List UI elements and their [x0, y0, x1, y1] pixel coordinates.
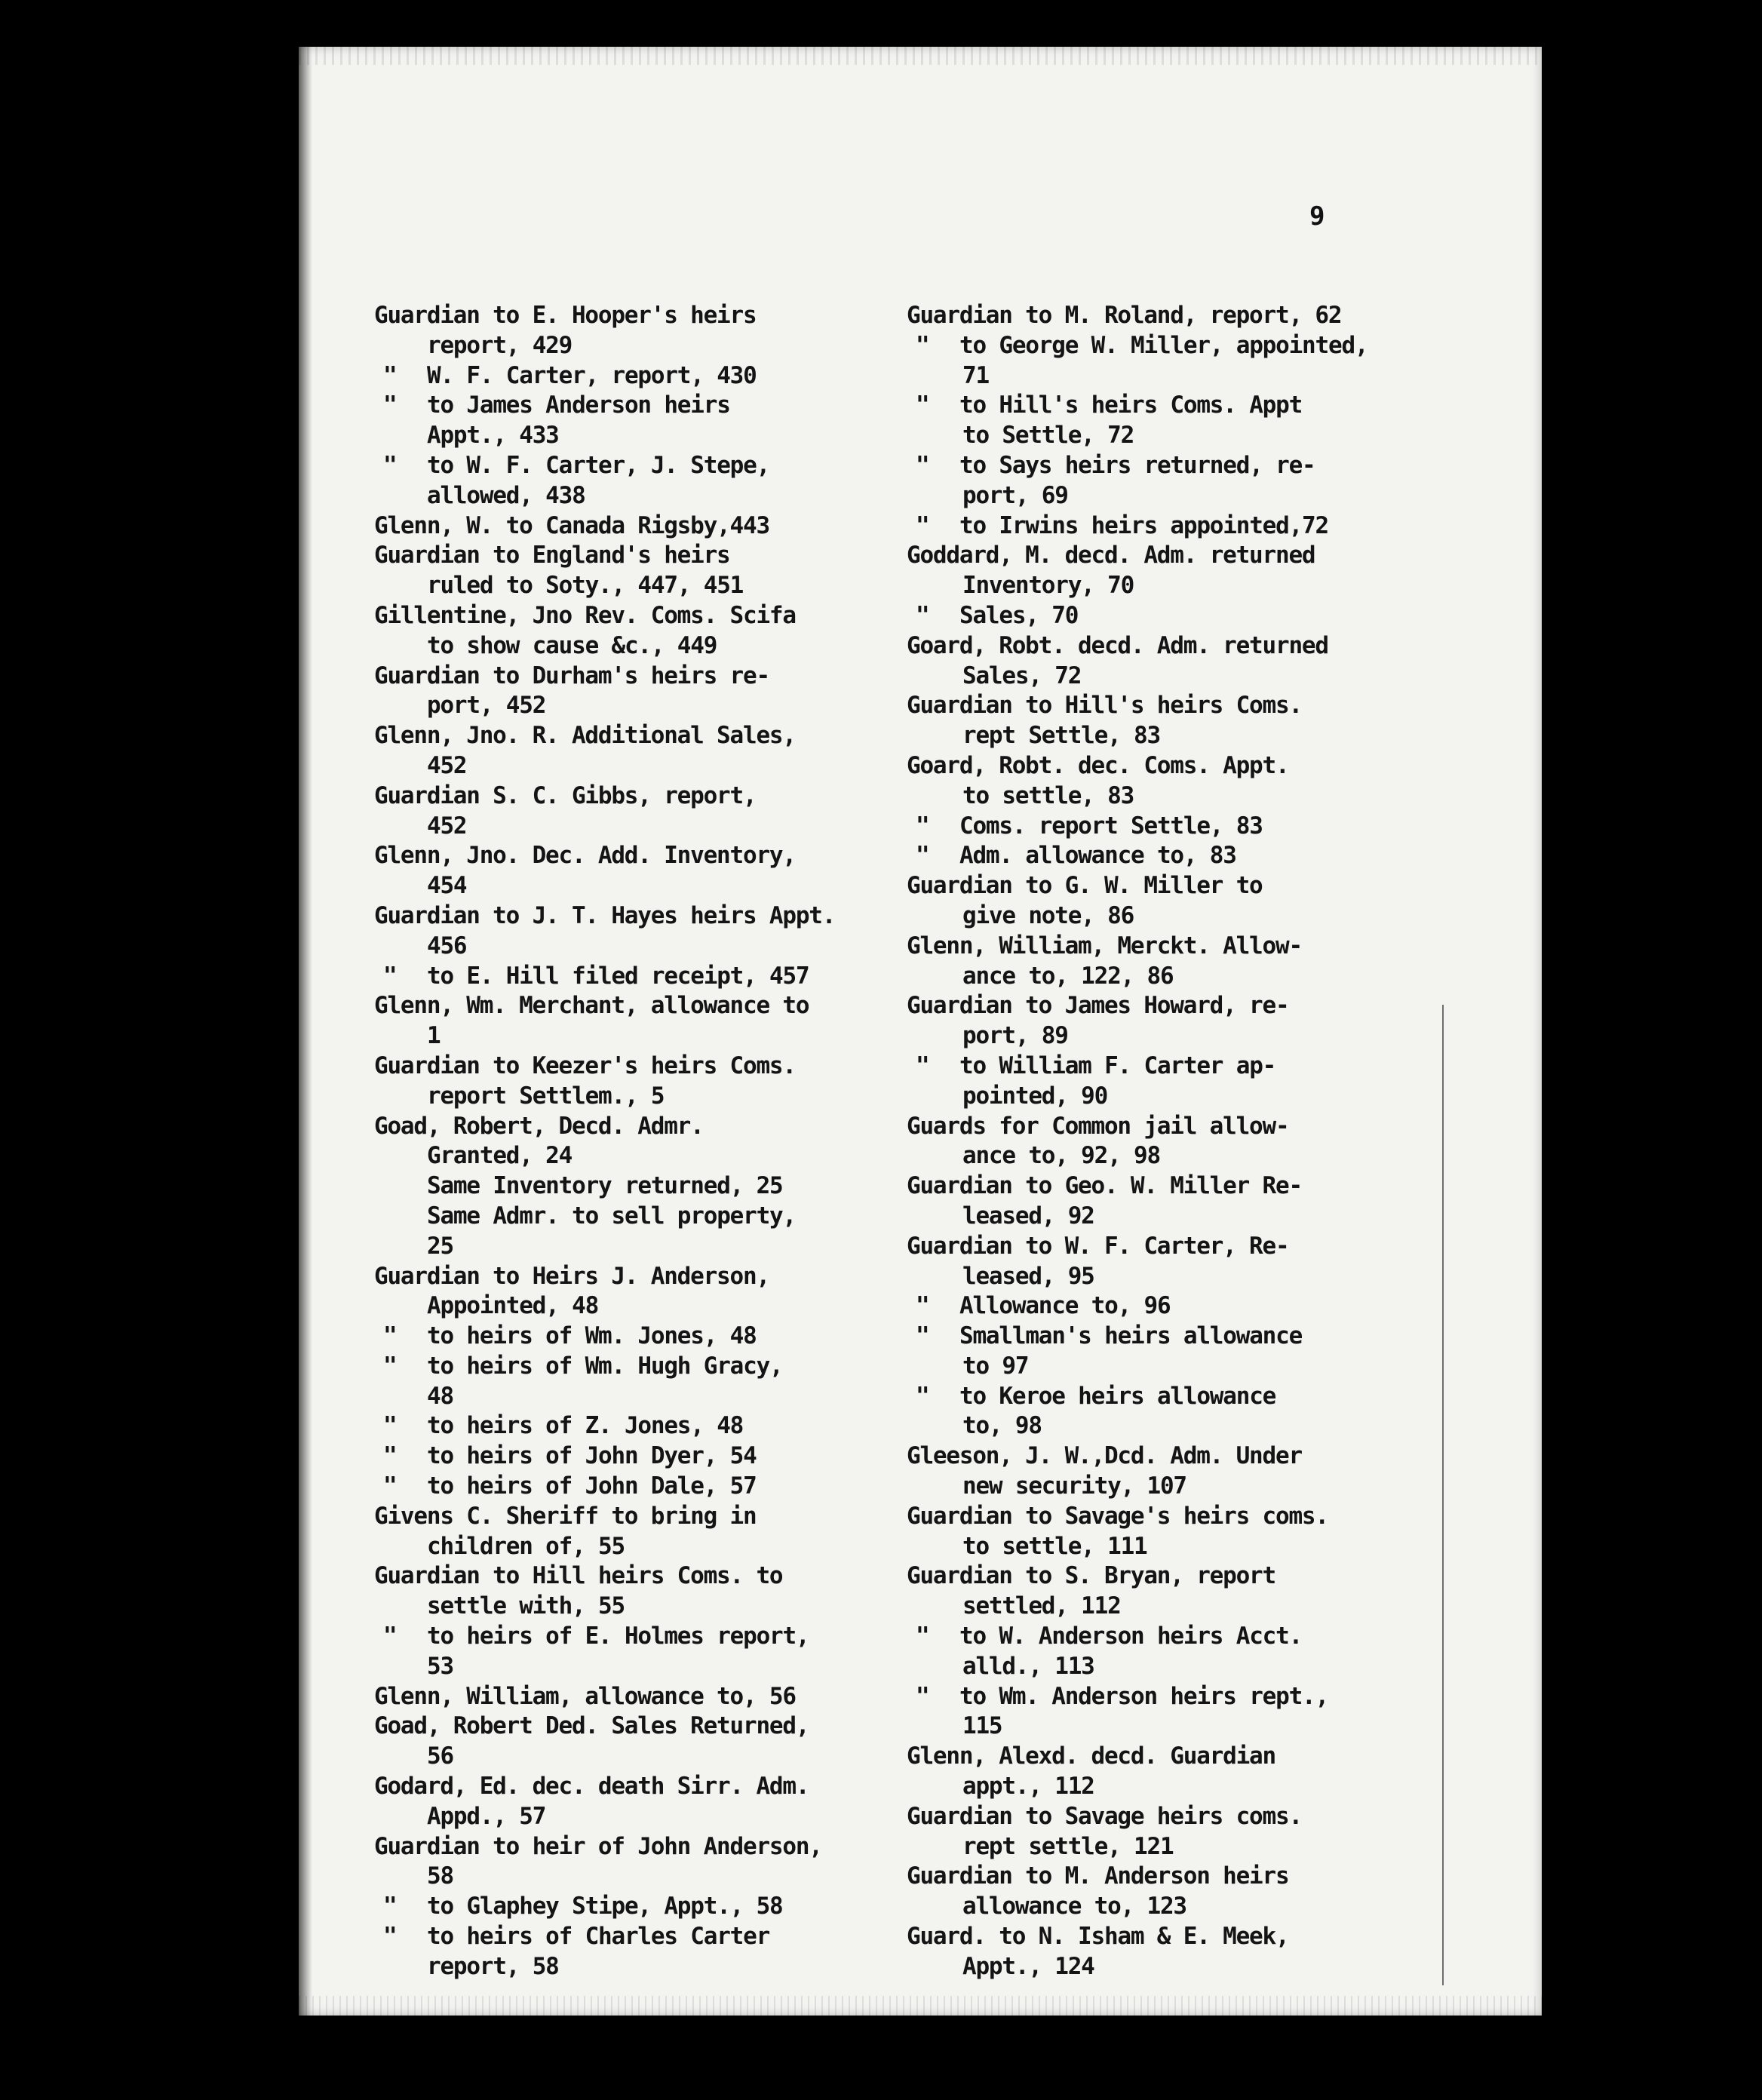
index-entry-text: to George W. Miller, appointed,: [959, 331, 1368, 359]
page-edge-left: [299, 47, 312, 2016]
index-entry-text: Guardian to heir of John Anderson,: [374, 1832, 822, 1860]
index-entry-text: new security, 107: [962, 1472, 1186, 1500]
index-entry-line: [907, 841, 1480, 871]
index-entry-line: [907, 1112, 1480, 1142]
index-entry-text: to heirs of John Dale, 57: [427, 1472, 757, 1500]
ditto-mark: ": [383, 451, 397, 479]
document-page: [299, 47, 1542, 2016]
index-entry-text: to settle, 83: [962, 781, 1134, 809]
index-entry-text: to Says heirs returned, re-: [959, 451, 1315, 479]
index-entry-line: [374, 301, 947, 331]
index-entry-text: pointed, 90: [962, 1082, 1108, 1110]
index-entry-line: [374, 871, 947, 901]
index-entry-line: [374, 1742, 947, 1772]
index-entry-text: Goddard, M. decd. Adm. returned: [907, 542, 1315, 570]
index-entry-line: [374, 1772, 947, 1802]
index-entry-line: [907, 991, 1480, 1021]
index-entry-text: Guardian S. C. Gibbs, report,: [374, 781, 757, 809]
index-entry-text: Gleeson, J. W.,Dcd. Adm. Under: [907, 1442, 1302, 1470]
index-entry-text: report, 429: [427, 331, 572, 359]
index-entry-line: [374, 1862, 947, 1892]
index-entry-line: [907, 871, 1480, 901]
index-entry-text: Guardian to England's heirs: [374, 542, 730, 570]
index-entry-line: [907, 1561, 1480, 1592]
index-entry-line: [907, 1652, 1480, 1682]
index-entry-line: [374, 841, 947, 871]
ditto-mark: ": [916, 1052, 929, 1079]
ditto-mark: ": [383, 1923, 397, 1951]
ditto-mark: ": [383, 1412, 397, 1440]
index-entry-line: [374, 1441, 947, 1472]
index-entry-line: [374, 631, 947, 662]
index-entry-line: [907, 1052, 1480, 1082]
index-entry-text: Guardian to Keezer's heirs Coms.: [374, 1052, 796, 1079]
index-entry-line: [907, 541, 1480, 571]
ditto-mark: ": [916, 601, 929, 629]
index-entry-line: [907, 1382, 1480, 1412]
index-entry-text: Guardian to Hill heirs Coms. to: [374, 1562, 783, 1590]
index-entry-text: appt., 112: [962, 1773, 1094, 1801]
index-entry-line: [907, 1772, 1480, 1802]
index-entry-line: [907, 932, 1480, 962]
index-entry-text: to Settle, 72: [962, 422, 1134, 450]
index-entry-line: [374, 1382, 947, 1412]
ditto-mark: ": [383, 1442, 397, 1470]
index-entry-line: [374, 361, 947, 391]
index-entry-text: Same Admr. to sell property,: [427, 1202, 796, 1230]
ditto-mark: ": [916, 451, 929, 479]
index-entry-text: report, 58: [427, 1952, 559, 1980]
index-entry-line: [374, 1622, 947, 1652]
index-entry-line: [374, 781, 947, 812]
ditto-mark: ": [383, 1623, 397, 1650]
index-entry-text: to James Anderson heirs: [427, 391, 730, 419]
index-entry-line: [907, 721, 1480, 751]
index-entry-text: children of, 55: [427, 1532, 625, 1560]
index-entry-text: 53: [427, 1652, 453, 1680]
index-entry-text: 25: [427, 1232, 453, 1260]
index-entry-text: Guardian to S. Bryan, report: [907, 1562, 1275, 1590]
index-entry-text: to heirs of E. Holmes report,: [427, 1623, 809, 1650]
index-column-left: [374, 301, 947, 1982]
index-entry-line: [374, 812, 947, 842]
index-entry-line: [374, 1232, 947, 1262]
index-entry-line: [907, 1502, 1480, 1532]
index-entry-text: to W. F. Carter, J. Stepe,: [427, 451, 770, 479]
index-entry-text: Same Inventory returned, 25: [427, 1172, 783, 1200]
index-entry-text: Goad, Robert, Decd. Admr.: [374, 1112, 704, 1140]
index-entry-line: [374, 962, 947, 992]
index-entry-line: [907, 481, 1480, 511]
index-entry-line: [374, 1561, 947, 1592]
index-entry-line: [374, 1712, 947, 1742]
index-entry-line: [374, 1322, 947, 1352]
index-entry-text: Guardian to James Howard, re-: [907, 992, 1289, 1020]
index-entry-text: Godard, Ed. dec. death Sirr. Adm.: [374, 1773, 809, 1801]
index-entry-text: Gillentine, Jno Rev. Coms. Scifa: [374, 601, 796, 629]
index-entry-text: settle with, 55: [427, 1592, 625, 1620]
index-entry-line: [374, 1532, 947, 1562]
index-entry-text: 58: [427, 1862, 453, 1890]
index-entry-text: to, 98: [962, 1412, 1042, 1440]
index-entry-line: [374, 932, 947, 962]
index-entry-text: Guardian to Durham's heirs re-: [374, 662, 769, 689]
index-entry-line: [374, 511, 947, 542]
ditto-mark: ": [916, 511, 929, 539]
index-entry-line: [374, 1202, 947, 1232]
index-entry-line: [374, 331, 947, 361]
index-entry-line: [907, 812, 1480, 842]
index-entry-text: Appointed, 48: [427, 1292, 599, 1320]
index-entry-text: to settle, 111: [962, 1532, 1147, 1560]
index-entry-line: [907, 1141, 1480, 1171]
index-entry-text: port, 452: [427, 692, 546, 720]
index-entry-text: port, 89: [962, 1022, 1068, 1050]
index-entry-text: give note, 86: [962, 901, 1134, 929]
index-entry-text: 452: [427, 812, 467, 840]
index-entry-text: Coms. report Settle, 83: [959, 812, 1263, 840]
index-entry-text: Glenn, William, allowance to, 56: [374, 1682, 796, 1710]
index-entry-text: Goad, Robert Ded. Sales Returned,: [374, 1712, 809, 1740]
index-entry-text: settled, 112: [962, 1592, 1121, 1620]
index-entry-text: to E. Hill filed receipt, 457: [427, 962, 809, 990]
index-entry-text: to Glaphey Stipe, Appt., 58: [427, 1893, 783, 1920]
index-entry-line: [907, 1232, 1480, 1262]
index-entry-text: Guardian to Savage heirs coms.: [907, 1802, 1302, 1830]
index-entry-text: Glenn, Jno. Dec. Add. Inventory,: [374, 842, 796, 870]
index-entry-text: port, 69: [962, 481, 1068, 509]
index-entry-text: 56: [427, 1742, 453, 1770]
index-entry-line: [374, 1592, 947, 1622]
index-entry-text: Inventory, 70: [962, 572, 1134, 600]
ditto-mark: ": [383, 361, 397, 389]
index-entry-text: to Irwins heirs appointed,72: [959, 511, 1328, 539]
index-entry-line: [907, 631, 1480, 662]
index-entry-text: Appt., 433: [427, 422, 559, 450]
index-entry-text: Glenn, William, Merckt. Allow-: [907, 932, 1302, 959]
index-entry-text: Guardian to J. T. Hayes heirs Appt.: [374, 901, 836, 929]
index-entry-text: Guardian to E. Hooper's heirs: [374, 302, 757, 329]
index-entry-line: [374, 662, 947, 692]
index-entry-line: [374, 1832, 947, 1862]
index-entry-line: [374, 481, 947, 511]
index-entry-line: [374, 541, 947, 571]
ditto-mark: ": [916, 1382, 929, 1410]
index-entry-text: Guard. to N. Isham & E. Meek,: [907, 1923, 1289, 1951]
index-entry-text: Guardian to Heirs J. Anderson,: [374, 1262, 769, 1290]
index-entry-line: [907, 1712, 1480, 1742]
index-entry-line: [374, 1802, 947, 1832]
index-entry-line: [907, 1622, 1480, 1652]
index-entry-line: [374, 601, 947, 631]
index-entry-text: Givens C. Sheriff to bring in: [374, 1502, 757, 1530]
index-entry-line: [374, 691, 947, 721]
index-entry-text: Guardian to Hill's heirs Coms.: [907, 692, 1302, 720]
index-entry-line: [374, 1171, 947, 1202]
index-entry-line: [907, 331, 1480, 361]
index-entry-line: [907, 1411, 1480, 1441]
index-entry-line: [907, 1472, 1480, 1502]
index-entry-line: [907, 451, 1480, 481]
ditto-mark: ": [916, 331, 929, 359]
index-entry-line: [374, 1262, 947, 1292]
index-entry-text: 454: [427, 872, 467, 900]
index-entry-line: [907, 1352, 1480, 1382]
index-entry-text: Guardian to G. W. Miller to: [907, 872, 1263, 900]
ditto-mark: ": [383, 1472, 397, 1500]
index-entry-line: [374, 1892, 947, 1922]
index-entry-text: Glenn, Alexd. decd. Guardian: [907, 1742, 1275, 1770]
index-entry-line: [374, 1652, 947, 1682]
index-entry-line: [907, 962, 1480, 992]
ditto-mark: ": [383, 1893, 397, 1920]
index-entry-text: leased, 95: [962, 1262, 1094, 1290]
index-entry-text: ruled to Soty., 447, 451: [427, 572, 744, 600]
index-entry-line: [374, 1052, 947, 1082]
index-entry-line: [907, 1862, 1480, 1892]
index-entry-line: [374, 1472, 947, 1502]
index-entry-line: [907, 1802, 1480, 1832]
index-entry-line: [907, 391, 1480, 421]
index-entry-line: [907, 1021, 1480, 1052]
index-entry-text: Smallman's heirs allowance: [959, 1322, 1303, 1350]
index-entry-line: [907, 1682, 1480, 1712]
index-entry-text: to W. Anderson heirs Acct.: [959, 1623, 1303, 1650]
index-entry-line: [907, 1291, 1480, 1322]
index-entry-line: [374, 391, 947, 421]
ditto-mark: ": [383, 1352, 397, 1380]
index-entry-text: to heirs of Charles Carter: [427, 1923, 770, 1951]
ditto-mark: ": [916, 842, 929, 870]
index-entry-text: Guardian to Savage's heirs coms.: [907, 1502, 1328, 1530]
index-entry-line: [374, 451, 947, 481]
index-entry-text: rept settle, 121: [962, 1832, 1174, 1860]
index-entry-text: Guardian to M. Roland, report, 62: [907, 302, 1342, 329]
index-entry-text: Adm. allowance to, 83: [959, 842, 1236, 870]
page-edge-bottom: [299, 1996, 1542, 2016]
index-entry-line: [907, 1441, 1480, 1472]
index-entry-line: [907, 1892, 1480, 1922]
index-entry-text: to William F. Carter ap-: [959, 1052, 1276, 1079]
index-entry-line: [374, 1082, 947, 1112]
index-entry-text: Guards for Common jail allow-: [907, 1112, 1289, 1140]
index-entry-line: [374, 991, 947, 1021]
index-entry-line: [907, 571, 1480, 601]
index-entry-text: to show cause &c., 449: [427, 631, 717, 659]
index-entry-text: Guardian to Geo. W. Miller Re-: [907, 1172, 1302, 1200]
index-entry-line: [907, 1832, 1480, 1862]
ditto-mark: ": [916, 1292, 929, 1320]
index-entry-text: 71: [962, 361, 989, 389]
index-entry-line: [374, 1021, 947, 1052]
index-entry-text: ance to, 122, 86: [962, 962, 1174, 990]
index-entry-text: report Settlem., 5: [427, 1082, 665, 1110]
index-entry-line: [374, 721, 947, 751]
index-entry-line: [907, 1262, 1480, 1292]
ditto-mark: ": [916, 1322, 929, 1350]
index-entry-line: [907, 781, 1480, 812]
index-entry-line: [374, 1352, 947, 1382]
index-entry-line: [907, 301, 1480, 331]
index-entry-text: Sales, 70: [959, 601, 1079, 629]
index-entry-text: 456: [427, 932, 467, 959]
index-entry-line: [374, 901, 947, 932]
index-entry-line: [374, 1141, 947, 1171]
index-entry-line: [907, 421, 1480, 451]
index-entry-line: [907, 751, 1480, 781]
index-entry-text: 452: [427, 751, 467, 779]
index-entry-line: [907, 601, 1480, 631]
page-number: 9: [1309, 201, 1325, 232]
index-entry-text: to heirs of Wm. Jones, 48: [427, 1322, 757, 1350]
index-entry-text: Goard, Robt. decd. Adm. returned: [907, 631, 1328, 659]
index-entry-line: [374, 751, 947, 781]
index-entry-line: [907, 1202, 1480, 1232]
ditto-mark: ": [383, 962, 397, 990]
index-entry-text: to 97: [962, 1352, 1029, 1380]
index-entry-text: Granted, 24: [427, 1142, 572, 1170]
index-entry-line: [907, 1082, 1480, 1112]
ditto-mark: ": [916, 812, 929, 840]
index-entry-text: Appd., 57: [427, 1802, 546, 1830]
index-entry-text: Sales, 72: [962, 662, 1082, 689]
index-entry-line: [907, 361, 1480, 391]
index-entry-text: Glenn, Jno. R. Additional Sales,: [374, 722, 796, 750]
index-entry-line: [907, 691, 1480, 721]
index-entry-line: [374, 571, 947, 601]
index-entry-line: [907, 662, 1480, 692]
index-entry-text: 115: [962, 1712, 1002, 1740]
index-entry-text: Goard, Robt. dec. Coms. Appt.: [907, 751, 1289, 779]
index-entry-text: allowance to, 123: [962, 1893, 1186, 1920]
index-entry-text: to Wm. Anderson heirs rept.,: [959, 1682, 1328, 1710]
index-entry-line: [907, 1592, 1480, 1622]
ditto-mark: ": [916, 1682, 929, 1710]
index-entry-line: [907, 1952, 1480, 1982]
index-entry-text: Glenn, Wm. Merchant, allowance to: [374, 992, 809, 1020]
index-entry-text: to Keroe heirs allowance: [959, 1382, 1276, 1410]
index-entry-text: Glenn, W. to Canada Rigsby,443: [374, 511, 769, 539]
index-entry-text: Guardian to W. F. Carter, Re-: [907, 1232, 1289, 1260]
index-entry-text: allowed, 438: [427, 481, 585, 509]
ditto-mark: ": [916, 391, 929, 419]
index-entry-text: 1: [427, 1022, 440, 1050]
index-entry-text: ance to, 92, 98: [962, 1142, 1160, 1170]
index-entry-text: to heirs of John Dyer, 54: [427, 1442, 757, 1470]
index-entry-line: [907, 511, 1480, 542]
index-entry-text: to heirs of Z. Jones, 48: [427, 1412, 744, 1440]
index-entry-text: alld., 113: [962, 1652, 1094, 1680]
index-entry-text: Allowance to, 96: [959, 1292, 1171, 1320]
index-entry-line: [374, 1952, 947, 1982]
index-entry-text: Guardian to M. Anderson heirs: [907, 1862, 1289, 1890]
index-entry-line: [907, 1742, 1480, 1772]
index-entry-text: to heirs of Wm. Hugh Gracy,: [427, 1352, 783, 1380]
index-entry-text: rept Settle, 83: [962, 722, 1160, 750]
index-entry-line: [374, 1682, 947, 1712]
index-entry-text: 48: [427, 1382, 453, 1410]
ditto-mark: ": [383, 1322, 397, 1350]
index-entry-line: [907, 1922, 1480, 1952]
index-entry-line: [374, 1922, 947, 1952]
page-edge-top: [299, 47, 1542, 65]
index-entry-line: [374, 1112, 947, 1142]
index-entry-line: [374, 421, 947, 451]
index-entry-text: to Hill's heirs Coms. Appt: [959, 391, 1303, 419]
index-entry-line: [374, 1291, 947, 1322]
index-entry-line: [907, 1322, 1480, 1352]
index-entry-text: Appt., 124: [962, 1952, 1094, 1980]
index-entry-line: [374, 1502, 947, 1532]
index-entry-text: leased, 92: [962, 1202, 1094, 1230]
index-column-right: [907, 301, 1480, 1982]
index-entry-line: [374, 1411, 947, 1441]
index-entry-line: [907, 1171, 1480, 1202]
ditto-mark: ": [383, 391, 397, 419]
ditto-mark: ": [916, 1623, 929, 1650]
index-entry-line: [907, 901, 1480, 932]
index-entry-text: W. F. Carter, report, 430: [427, 361, 757, 389]
index-entry-line: [907, 1532, 1480, 1562]
